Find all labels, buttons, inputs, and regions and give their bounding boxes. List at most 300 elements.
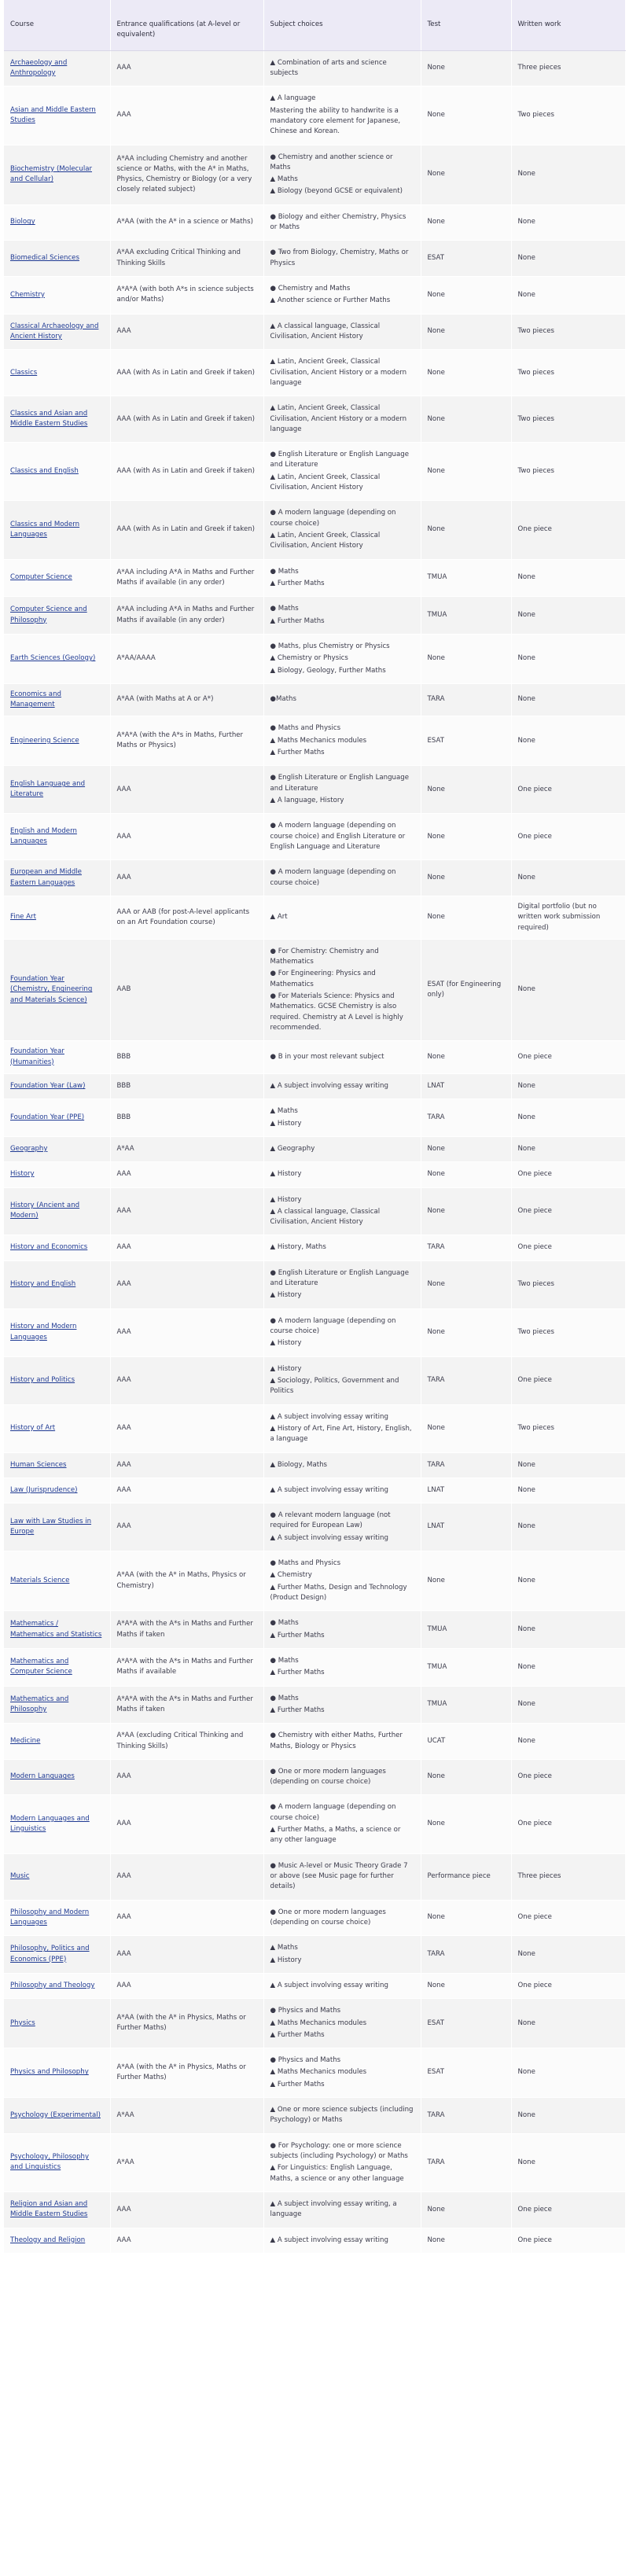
test-cell: None [421,396,511,443]
test-cell: None [421,1973,511,1998]
subject-choice-item: ● A modern language (depending on course choice) [270,1316,396,1335]
course-cell [4,501,110,559]
course-link[interactable]: Fine Art [10,913,36,922]
course-link[interactable]: Geography [10,1144,48,1153]
subject-choices-cell [263,1452,421,1478]
course-link[interactable]: Classics and Modern Languages [10,520,80,539]
written-work-cell: None [511,683,625,716]
course-cell [4,396,110,443]
course-link[interactable]: Biomedical Sciences [10,254,79,263]
course-cell [4,1073,110,1098]
test-cell: TMUA [421,1648,511,1686]
written-work-cell: Two pieces [511,1260,625,1308]
subject-choice-item: ● Physics and Maths [270,2056,341,2065]
table-row [4,350,625,396]
course-cell [4,814,110,860]
course-link[interactable]: Materials Science [10,1577,70,1585]
test-cell: None [421,1308,511,1356]
written-work-cell: None [511,277,625,315]
table-row [4,1648,625,1686]
subject-choice-item: ● Maths [270,1656,299,1665]
table-row [4,1686,625,1724]
course-cell [4,1795,110,1853]
course-cell [4,443,110,501]
table-row [4,559,625,597]
entrance-qualifications-cell: AAA [110,1900,263,1936]
test-cell: LNAT [421,1478,511,1503]
table-row [4,860,625,896]
course-link[interactable]: Human Sciences [10,1460,67,1469]
subject-choices-cell [263,2191,421,2228]
subject-choice-item: ▲ Latin, Ancient Greek, Classical Civilisation, Ancient History or a modern language [270,358,407,387]
entrance-qualifications-cell: AAA [110,1503,263,1551]
test-cell: None [421,1404,511,1452]
entrance-qualifications-cell: AAA [110,1452,263,1478]
entrance-qualifications-cell: A*AA (with Maths at A or A*) [110,683,263,716]
entrance-qualifications-cell: A*AA/AAAA [110,634,263,683]
course-link[interactable]: Asian and Middle Eastern Studies [10,105,96,124]
course-cell [4,1999,110,2048]
entrance-qualifications-cell: A*AA (with the A* in Physics, Maths or Further Maths) [110,1999,263,2048]
subject-choices-cell [263,1648,421,1686]
entrance-qualifications-cell: BBB [110,1073,263,1098]
course-link[interactable]: Engineering Science [10,736,79,745]
subject-choice-item: ● Chemistry with either Maths, Further Maths, Biology or Physics [270,1731,403,1750]
course-cell [4,204,110,241]
subject-choice-item: ● Chemistry and Maths [270,285,351,293]
written-work-cell: None [511,559,625,597]
course-link[interactable]: Religion and Asian and Middle Eastern Studies [10,2199,88,2219]
entrance-qualifications-cell: AAA [110,1759,263,1795]
subject-choice-item: ● One or more modern languages (depending on course choice) [270,1767,386,1787]
test-cell: None [421,204,511,241]
course-cell [4,896,110,939]
entrance-qualifications-cell: AAB [110,939,263,1041]
course-link[interactable]: History and English [10,1280,76,1289]
subject-choices-cell [263,396,421,443]
test-cell: TARA [421,2133,511,2191]
course-cell [4,1235,110,1260]
course-link[interactable]: Chemistry [10,290,45,299]
course-link[interactable]: Classics and English [10,467,79,476]
subject-choices-cell [263,1503,421,1551]
subject-choice-item: ● A modern language (depending on course choice) [270,868,396,887]
subject-choices-cell [263,277,421,315]
entrance-qualifications-cell: AAA [110,1308,263,1356]
test-cell: TMUA [421,597,511,635]
course-link[interactable]: Modern Languages and Linguistics [10,1814,90,1834]
table-row [4,86,625,145]
entrance-qualifications-cell: AAA (with As in Latin and Greek if taken) [110,396,263,443]
entrance-qualifications-cell: A*AA including A*A in Maths and Further Maths if available (in any order) [110,559,263,597]
entrance-qualifications-cell: AAA [110,1795,263,1853]
course-link[interactable]: Philosophy, Politics and Economics (PPE) [10,1945,90,1963]
entrance-qualifications-cell: AAA [110,766,263,814]
table-row [4,1478,625,1503]
table-row [4,1973,625,1998]
test-cell: LNAT [421,1503,511,1551]
test-cell: TARA [421,1099,511,1137]
table-row [4,443,625,501]
course-cell [4,145,110,204]
subject-choices-cell [263,1099,421,1137]
course-link[interactable]: Music [10,1872,30,1880]
table-row [4,814,625,860]
entrance-qualifications-cell: AAA [110,1936,263,1974]
course-cell [4,634,110,683]
subject-choice-item: ● Maths [270,605,299,613]
entrance-qualifications-cell: A*A*A (with both A*s in science subjects and/or Maths) [110,277,263,315]
course-link[interactable]: Biochemistry (Molecular and Cellular) [10,164,93,184]
entrance-qualifications-cell: BBB [110,1099,263,1137]
written-work-cell: One piece [511,1759,625,1795]
subject-choice-item: ▲ A subject involving essay writing [270,1533,388,1542]
written-work-cell: None [511,2133,625,2191]
course-link[interactable]: Physics [10,2018,35,2027]
entrance-qualifications-cell: A*AA (with the A* in a science or Maths) [110,204,263,241]
course-link[interactable]: Foundation Year (Humanities) [10,1047,64,1066]
entrance-qualifications-cell: A*AA excluding Critical Thinking and Thinking Skills [110,241,263,277]
course-cell [4,1900,110,1936]
table-row [4,1724,625,1760]
table-row [4,314,625,350]
subject-choice-item: ▲ History, Maths [270,1243,326,1252]
entrance-qualifications-cell: A*AA (with the A* in Maths, Physics or Chemistry) [110,1551,263,1611]
test-cell: None [421,634,511,683]
subject-choices-cell [263,683,421,716]
course-link[interactable]: Philosophy and Theology [10,1981,95,1989]
subject-choices-cell [263,1235,421,1260]
subject-choices-cell [263,443,421,501]
entrance-qualifications-cell: AAA [110,1356,263,1404]
test-cell: TARA [421,1452,511,1478]
subject-choices-cell [263,204,421,241]
written-work-cell: None [511,204,625,241]
subject-choice-item: ● One or more modern languages (depending on course choice) [270,1908,386,1926]
table-row [4,1073,625,1098]
course-cell [4,1973,110,1998]
subject-choices-cell [263,1308,421,1356]
test-cell: TARA [421,1936,511,1974]
course-link[interactable]: Classics and Asian and Middle Eastern Studies [10,409,88,429]
subject-choice-item: ▲ History [270,1956,302,1964]
test-cell: None [421,2228,511,2253]
subject-choice-item: ● Physics and Maths [270,2007,341,2015]
entrance-qualifications-cell: A*AA [110,2098,263,2134]
course-cell [4,1041,110,1074]
subject-choice-item: ● Maths, plus Chemistry or Physics [270,642,390,650]
test-cell: None [421,2191,511,2228]
subject-choices-cell [263,1478,421,1503]
subject-choices-cell [263,314,421,350]
table-row [4,896,625,939]
entrance-qualifications-cell: AAA [110,50,263,86]
subject-choice-item: ● Two from Biology, Chemistry, Maths or Physics [270,248,409,267]
course-link[interactable]: History and Politics [10,1375,75,1384]
table-row [4,2228,625,2253]
course-link[interactable]: History of Art [10,1423,56,1432]
written-work-cell: None [511,2048,625,2098]
course-cell [4,1759,110,1795]
table-row [4,1099,625,1137]
course-link[interactable]: Philosophy and Modern Languages [10,1908,90,1926]
subject-choice-item: ▲ Further Maths [270,1631,325,1639]
written-work-cell: Two pieces [511,443,625,501]
subject-choice-item: ▲ History [270,1170,302,1179]
written-work-cell: None [511,1686,625,1724]
subject-choice-item: ▲ Biology (beyond GCSE or equivalent) [270,187,403,196]
course-link[interactable]: Psychology (Experimental) [10,2110,101,2119]
course-link[interactable]: Earth Sciences (Geology) [10,654,96,663]
subject-choice-item: ▲ Another science or Further Maths [270,296,391,305]
table-row [4,277,625,315]
table-row [4,939,625,1041]
course-link[interactable]: Computer Science and Philosophy [10,605,87,624]
entrance-qualifications-cell: A*AA including Chemistry and another science or Maths, with the A* in Maths, Physics, Chemistry or Biology (or a very closely related subject) [110,145,263,204]
subject-choice-item: ● Maths [270,1619,299,1628]
subject-choice-item: ● Maths and Physics [270,724,341,733]
written-work-cell: Two pieces [511,314,625,350]
table-row [4,716,625,766]
course-link[interactable]: Mathematics and Computer Science [10,1657,72,1676]
course-link[interactable]: History and Economics [10,1243,88,1252]
subject-choice-item: ● English Literature or English Language and Literature [270,774,409,793]
entrance-qualifications-cell: AAA [110,860,263,896]
subject-choice-item: ●Maths [270,695,296,704]
course-link[interactable]: English Language and Literature [10,780,86,799]
table-row [4,1308,625,1356]
written-work-cell: Two pieces [511,396,625,443]
entrance-qualifications-cell: A*A*A with the A*s in Maths and Further Maths if taken [110,1686,263,1724]
written-work-cell: One piece [511,2191,625,2228]
written-work-cell: Three pieces [511,1853,625,1900]
entrance-qualifications-cell: AAA [110,1162,263,1187]
test-cell: None [421,1260,511,1308]
course-link[interactable]: Physics and Philosophy [10,2068,89,2077]
course-link[interactable]: Economics and Management [10,690,61,709]
course-cell [4,2228,110,2253]
test-cell: None [421,277,511,315]
course-link[interactable]: Computer Science [10,573,72,582]
subject-choice-item: ▲ Further Maths [270,2080,325,2088]
entrance-qualifications-cell: AAA [110,1478,263,1503]
subject-choice-item: ▲ A subject involving essay writing [270,1485,388,1494]
course-link[interactable]: Mathematics and Philosophy [10,1695,69,1713]
course-cell [4,860,110,896]
subject-choice-item: Mastering the ability to handwrite is a mandatory core element for Japanese, Chinese and Korean. [270,106,401,136]
test-cell: None [421,350,511,396]
table-row [4,1853,625,1900]
entrance-qualifications-cell: A*AA [110,1136,263,1161]
course-link[interactable]: Theology and Religion [10,2236,86,2244]
subject-choices-cell [263,896,421,939]
written-work-cell: One piece [511,1973,625,1998]
subject-choices-cell [263,1759,421,1795]
test-cell: None [421,814,511,860]
course-cell [4,1099,110,1137]
subject-choices-cell [263,1356,421,1404]
subject-choice-item: ▲ Combination of arts and science subjects [270,58,387,77]
entrance-qualifications-cell: AAA (with As in Latin and Greek if taken) [110,501,263,559]
entrance-qualifications-cell: AAA [110,2228,263,2253]
written-work-cell: One piece [511,766,625,814]
subject-choice-item: ▲ Latin, Ancient Greek, Classical Civilisation, Ancient History [270,532,381,550]
written-work-cell: None [511,1648,625,1686]
test-cell: None [421,766,511,814]
table-row [4,1795,625,1853]
course-cell [4,683,110,716]
written-work-cell: None [511,1099,625,1137]
subject-choice-item: ▲ History [270,1291,302,1300]
subject-choice-item: ▲ Maths Mechanics modules [270,736,367,745]
subject-choice-item: ▲ Art [270,913,288,922]
course-link[interactable]: Mathematics / Mathematics and Statistics [10,1620,102,1639]
table-row [4,1136,625,1161]
course-link[interactable]: Law (Jurisprudence) [10,1485,78,1494]
entrance-qualifications-cell: AAA [110,1260,263,1308]
header-written-work: Written work [511,0,625,50]
table-row [4,1503,625,1551]
entrance-qualifications-cell: A*A*A with the A*s in Maths and Further Maths if available [110,1648,263,1686]
subject-choice-item: ▲ Maths [270,1944,298,1952]
course-link[interactable]: Foundation Year (Law) [10,1081,86,1090]
subject-choice-item: ▲ Maths Mechanics modules [270,2018,367,2027]
test-cell: TARA [421,1356,511,1404]
table-row [4,2191,625,2228]
subject-choice-item: ▲ Further Maths [270,1706,325,1714]
subject-choice-item: ● English Literature or English Language and Literature [270,451,409,469]
course-cell [4,1136,110,1161]
written-work-cell: One piece [511,1356,625,1404]
subject-choices-cell [263,1551,421,1611]
table-row [4,1404,625,1452]
subject-choice-item: ▲ History [270,1119,302,1128]
subject-choices-cell [263,1999,421,2048]
course-link[interactable]: Biology [10,218,35,226]
course-link[interactable]: History [10,1170,35,1179]
test-cell: TMUA [421,559,511,597]
test-cell: None [421,1759,511,1795]
course-link[interactable]: Classical Archaeology and Ancient History [10,322,99,340]
subject-choice-item: ● English Literature or English Language and Literature [270,1268,409,1288]
subject-choice-item: ▲ Latin, Ancient Greek, Classical Civilisation, Ancient History [270,473,381,492]
course-link[interactable]: Modern Languages [10,1772,75,1781]
header-entrance: Entrance qualifications (at A-level or equivalent) [110,0,263,50]
entrance-qualifications-cell: AAA [110,314,263,350]
subject-choices-cell [263,2098,421,2134]
subject-choice-item: ▲ A language, History [270,797,344,804]
table-row [4,634,625,683]
course-link[interactable]: History and Modern Languages [10,1323,77,1341]
entrance-qualifications-cell: AAA or AAB (for post-A-level applicants on an Art Foundation course) [110,896,263,939]
subject-choice-item: ● For Engineering: Physics and Mathematics [270,970,376,988]
written-work-cell: Two pieces [511,86,625,145]
course-cell [4,939,110,1041]
table-row [4,2048,625,2098]
course-cell [4,1452,110,1478]
subject-choices-cell [263,1795,421,1853]
test-cell: None [421,86,511,145]
course-link[interactable]: Law with Law Studies in Europe [10,1517,92,1536]
subject-choice-item: ▲ Biology, Maths [270,1460,328,1469]
course-link[interactable]: European and Middle Eastern Languages [10,868,82,887]
subject-choice-item: ▲ One or more science subjects (including Psychology) or Maths [270,2106,414,2125]
course-cell [4,1308,110,1356]
subject-choices-cell [263,716,421,766]
test-cell: UCAT [421,1724,511,1760]
subject-choices-cell [263,1404,421,1452]
test-cell: TMUA [421,1686,511,1724]
course-link[interactable]: Medicine [10,1736,41,1745]
subject-choice-item: ▲ A subject involving essay writing, a language [270,2199,397,2219]
subject-choice-item: ▲ Maths [270,1107,298,1116]
subject-choice-item: ● For Psychology: one or more science subjects (including Psychology) or Maths [270,2141,408,2160]
course-cell [4,1162,110,1187]
subject-choices-cell [263,1611,421,1649]
table-row [4,1999,625,2048]
subject-choice-item: ● Music A-level or Music Theory Grade 7 or above (see Music page for further details) [270,1861,408,1891]
header-subjects: Subject choices [263,0,421,50]
course-link[interactable]: History (Ancient and Modern) [10,1202,80,1220]
subject-choice-item: ▲ A classical language, Classical Civilisation, Ancient History [270,322,381,340]
entrance-qualifications-cell: A*A*A with the A*s in Maths and Further Maths if taken [110,1611,263,1649]
subject-choices-cell [263,1936,421,1974]
written-work-cell: One piece [511,814,625,860]
entrance-qualifications-cell: AAA (with As in Latin and Greek if taken) [110,443,263,501]
subject-choices-cell [263,1136,421,1161]
test-cell: None [421,1041,511,1074]
subject-choice-item: ▲ History [270,1339,302,1348]
table-row [4,145,625,204]
subject-choices-cell [263,501,421,559]
subject-choice-item: ● Biology and either Chemistry, Physics or Maths [270,212,406,232]
table-row [4,597,625,635]
course-cell [4,1187,110,1235]
course-cell [4,1404,110,1452]
subject-choice-item: ● A modern language (depending on course choice) [270,1803,396,1822]
written-work-cell: One piece [511,2228,625,2253]
course-link[interactable]: Foundation Year (Chemistry, Engineering and Materials Science) [10,975,93,1004]
subject-choice-item: ▲ Sociology, Politics, Government and Politics [270,1376,399,1396]
test-cell: ESAT [421,2048,511,2098]
table-row [4,2098,625,2134]
written-work-cell: One piece [511,1187,625,1235]
course-link[interactable]: Classics [10,368,38,377]
test-cell: ESAT [421,1999,511,2048]
course-cell [4,597,110,635]
table-row [4,50,625,86]
table-row [4,396,625,443]
table-row [4,241,625,277]
test-cell: LNAT [421,1073,511,1098]
test-cell: ESAT [421,241,511,277]
course-link[interactable]: Psychology, Philosophy and Linguistics [10,2153,90,2172]
course-cell [4,1356,110,1404]
course-link[interactable]: Archaeology and Anthropology [10,58,68,77]
subject-choice-item: ▲ Further Maths [270,616,325,625]
table-header-row [4,0,625,50]
subject-choice-item: ● Maths [270,1694,299,1702]
course-link[interactable]: Foundation Year (PPE) [10,1113,85,1121]
written-work-cell: One piece [511,1041,625,1074]
subject-choice-item: ▲ History of Art, Fine Art, History, English, a language [270,1424,412,1444]
test-cell: None [421,501,511,559]
subject-choice-item: ● A modern language (depending on course choice) and English Literature or English Language and Literature [270,822,406,851]
written-work-cell: None [511,1551,625,1611]
course-link[interactable]: English and Modern Languages [10,826,77,846]
written-work-cell: None [511,1073,625,1098]
course-cell [4,314,110,350]
